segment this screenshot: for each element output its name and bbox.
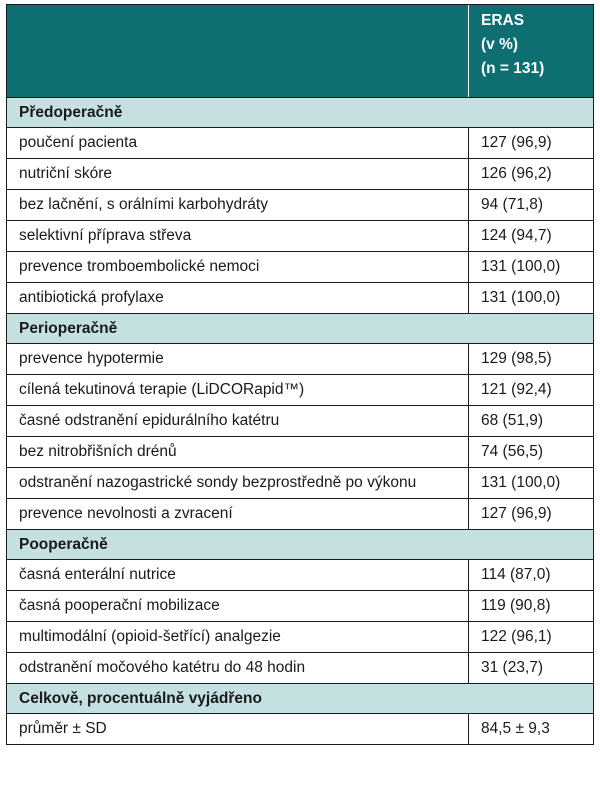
- table-row: [7, 652, 593, 683]
- section-title: Perioperačně: [19, 320, 118, 337]
- table-row: [7, 282, 593, 313]
- row-label: časná enterální nutrice: [7, 560, 469, 590]
- section-header-preoperative: [7, 97, 593, 127]
- row-label: antibiotická profylaxe: [7, 283, 469, 313]
- row-value: 124 (94,7): [481, 227, 552, 244]
- table-row: [7, 374, 593, 405]
- row-label: časné odstranění epidurálního katétru: [7, 406, 469, 436]
- row-value: 68 (51,9): [481, 412, 544, 429]
- section-title: Celkově, procentuálně vyjádřeno: [19, 690, 262, 707]
- table-row: [7, 343, 593, 374]
- row-value: 127 (96,9): [481, 134, 552, 151]
- table-row: [7, 251, 593, 282]
- row-value: 129 (98,5): [481, 350, 552, 367]
- table-row: [7, 405, 593, 436]
- table-row: [7, 713, 593, 744]
- row-label: prevence hypotermie: [7, 344, 469, 374]
- row-label: bez nitrobřišních drénů: [7, 437, 469, 467]
- row-label: prevence tromboembolické nemoci: [7, 252, 469, 282]
- row-label: multimodální (opioid-šetřící) analgezie: [7, 622, 469, 652]
- section-title: Předoperačně: [19, 104, 123, 121]
- row-value: 74 (56,5): [481, 443, 544, 460]
- row-value: 114 (87,0): [481, 566, 551, 583]
- row-label: časná pooperační mobilizace: [7, 591, 469, 621]
- eras-table: [6, 4, 594, 745]
- row-label: prevence nevolnosti a zvracení: [7, 499, 469, 529]
- table-row: [7, 559, 593, 590]
- header-line-eras: ERAS: [481, 12, 525, 29]
- row-label: nutriční skóre: [7, 159, 469, 189]
- header-eras-cell: [469, 5, 593, 97]
- row-label: cílená tekutinová terapie (LiDCORapid™): [7, 375, 469, 405]
- table-row: [7, 590, 593, 621]
- header-empty-cell: [7, 5, 469, 97]
- section-header-overall: [7, 683, 593, 713]
- row-label: bez lačnění, s orálními karbohydráty: [7, 190, 469, 220]
- row-label: průměr ± SD: [7, 714, 469, 744]
- row-value: 127 (96,9): [481, 505, 552, 522]
- table-row: [7, 467, 593, 498]
- row-label: selektivní příprava střeva: [7, 221, 469, 251]
- row-value: 119 (90,8): [481, 597, 551, 614]
- row-value: 84,5 ± 9,3: [481, 720, 550, 737]
- table-header-row: [7, 5, 593, 97]
- table-row: [7, 220, 593, 251]
- table-row: [7, 158, 593, 189]
- row-value: 121 (92,4): [481, 381, 552, 398]
- row-label: poučení pacienta: [7, 128, 469, 158]
- row-label: odstranění močového katétru do 48 hodin: [7, 653, 469, 683]
- row-value: 131 (100,0): [481, 289, 561, 306]
- row-label: odstranění nazogastrické sondy bezprostředně po výkonu: [7, 468, 469, 498]
- table-row: [7, 621, 593, 652]
- header-line-unit: (v %): [481, 36, 519, 53]
- table-row: [7, 436, 593, 467]
- section-header-perioperative: [7, 313, 593, 343]
- section-title: Pooperačně: [19, 536, 108, 553]
- table-row: [7, 127, 593, 158]
- header-line-n: (n = 131): [481, 60, 545, 77]
- row-value: 94 (71,8): [481, 196, 544, 213]
- row-value: 131 (100,0): [481, 258, 561, 275]
- row-value: 122 (96,1): [481, 628, 552, 645]
- row-value: 131 (100,0): [481, 474, 561, 491]
- row-value: 31 (23,7): [481, 659, 544, 676]
- row-value: 126 (96,2): [481, 165, 552, 182]
- section-header-postoperative: [7, 529, 593, 559]
- table-row: [7, 189, 593, 220]
- table-row: [7, 498, 593, 529]
